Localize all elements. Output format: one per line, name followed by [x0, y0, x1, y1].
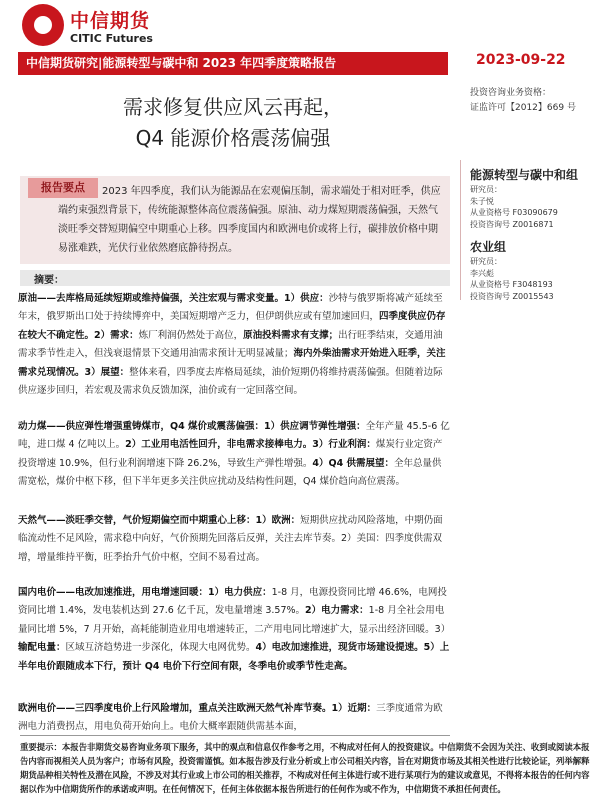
power-text-1: 1-8 月，电源投资同比增 46.6%，电网投资同比增 1.4%，发电装机达到 27.6 亿千瓦，发电量增速 3.57%。 — [18, 587, 447, 617]
power-text-3: 1-8 月全社会用电量同比增 5%，7 月开始，高耗能制造业用电增速转正，二产用电同比增速扩大，显示出经济回暖。3） — [18, 605, 451, 635]
license-line-2: 证监许可【2012】669 号 — [470, 103, 576, 113]
thermal-coal-paragraph — [18, 418, 450, 492]
summary-tag: 报告要点 — [28, 178, 98, 198]
analyst-name: 朱子悦 — [470, 196, 494, 206]
oil-text-3: 炼厂利润仍然处于高位， — [138, 329, 244, 341]
analyst-cert-1: 从业资格号 F3048193 — [470, 280, 553, 289]
power-heading: 国内电价——电改加速推进，用电增速回暖：1）电力供应： — [18, 587, 272, 598]
group-name-energy: 能源转型与碳中和组 — [470, 168, 579, 182]
power-text-5: 区域互济趋势进一步深化，体现大电网优势。 — [65, 642, 256, 654]
power-text-2: 2）电力需求： — [305, 605, 369, 617]
crude-oil-paragraph — [18, 290, 450, 400]
analyst-block-1 — [470, 184, 595, 230]
oil-text-6: 海内外柴油需求开始进入旺季，关注需求兑现情况。3）展望： — [18, 348, 446, 378]
coal-heading: 动力煤——供应弹性增强重铸煤市，Q4 煤价或震荡偏强：1）供应调节弹性增强： — [18, 421, 366, 432]
natural-gas-paragraph — [18, 512, 450, 567]
oil-text-1: 沙特与俄罗斯将减产延续至年末，俄罗斯出口处于持续博弈中，美国短期增产乏力，但伊朗供应或有望加速回归， — [18, 293, 443, 323]
gas-text-2: 四季度供需双增，增量维持平衡，旺季抬升气价中枢，空间不易看过高。 — [18, 533, 443, 563]
oil-text-7: 整体来看，四季度去库格局延续，油价短期仍将维持震荡偏强。但随着边际供应逐步回归，若宏观及需求负反馈加深，油价或有一定回落空间。 — [18, 366, 443, 397]
abstract-bar — [20, 270, 450, 286]
citic-futures-logo — [22, 4, 162, 48]
power-text-6: 4）电改加速推进，现货市场建设提速。5）上半年电价跟随成本下行，预计 Q4 电价下行空间有限，冬季电价或季节性走高。 — [18, 642, 450, 672]
sidebar-divider — [460, 160, 461, 300]
title-line-1: 需求修复供应风云再起， — [123, 95, 343, 119]
footer-rule — [20, 735, 450, 736]
title-line-2: Q4 能源价格震荡偏强 — [135, 126, 331, 150]
gas-text-1: 短期供应扰动风险落地，中期仍面临流动性不足风险，需求稳中向好，气价预期先回落后反弹，关注去库节奏。2）美国： — [18, 515, 443, 545]
coal-text-4: 4）Q4 供需展望： — [312, 457, 395, 469]
analyst-block-2 — [470, 256, 595, 302]
report-banner: 中信期货研究|能源转型与碳中和 2023 年四季度策略报告 — [18, 52, 448, 75]
coal-text-5: 全年总量供需宽松，煤价中枢下移，但下半年更多关注供应扰动及结构性问题，Q4 煤价趋向高位震荡。 — [18, 457, 442, 488]
citic-logo-icon — [22, 4, 64, 46]
power-text-4: 输配电量： — [18, 642, 66, 654]
domestic-power-paragraph — [18, 584, 450, 676]
gas-heading: 天然气——淡旺季交替，气价短期偏空而中期重心上移：1）欧洲： — [18, 515, 301, 526]
disclaimer: 重要提示：本报告非期货交易咨询业务项下服务，其中的观点和信息仅作参考之用，不构成对任何人的投资建议。中信期货不会因为关注、收到或阅读本报告内容而视相关人员为客户；市场有风险，投资需谨慎。如本报告涉及行业分析或上市公司相关内容，旨在对期货市场及其相关性进行比较论证，列举解释期货品种相关特性及潜在风险，不涉及对其行业或上市公司的相关推荐，不构成对任何主体进行或不进行某项行为的建议或意见，不得将本报告的任何内容据以作为中信期货所作的承诺或声明。在任何情况下，任何主体依据本报告所进行的任何作为或不作为，中信期货不承担任何责任。 — [20, 742, 590, 794]
abstract-label: 摘要： — [34, 275, 64, 286]
group-name-agri: 农业组 — [470, 240, 507, 254]
oil-text-5: 出行旺季结束，交通用油需求季节性走入，但浅衰退情景下交通用油需求预计无明显减量； — [18, 329, 443, 360]
eu-heading: 欧洲电价——三四季度电价上行风险增加，重点关注欧洲天然气补库节奏。1）近期： — [18, 703, 377, 714]
coal-text-3: 煤炭行业定资产投资增速 10.9%，但行业利润增速下降 26.2%，导致生产弹性增强。 — [18, 439, 443, 469]
logo-chinese-name: 中信期货 — [70, 10, 151, 32]
analyst-role: 研究员： — [470, 257, 502, 266]
analyst-name: 李兴彪 — [470, 268, 494, 278]
europe-power-paragraph — [18, 700, 450, 737]
license-info — [470, 86, 576, 116]
logo-english-name: CITIC Futures — [70, 32, 153, 45]
license-line-1: 投资咨询业务资格： — [470, 88, 552, 98]
oil-heading: 原油——去库格局延续短期或维持偏强，关注宏观与需求变量。1）供应： — [18, 293, 329, 304]
analyst-cert-1: 从业资格号 F03090679 — [470, 208, 558, 217]
analyst-role: 研究员： — [470, 185, 502, 194]
summary-text: 2023 年四季度，我们认为能源品在宏观偏压制，需求端处于相对旺季，供应端约束强烈背景下，传统能源整体高位震荡偏强。原油、动力煤短期震荡偏强，天然气淡旺季交替短期偏空中期重心上移。四季度国内和欧洲电价或将上行，碳排放价格中期易涨难跌，光伏行业依然磨底静待拐点。 — [58, 186, 441, 254]
analyst-cert-2: 投资咨询号 Z0016871 — [470, 219, 554, 229]
coal-text-1: 全年产量 45.5-6 亿吨，进口煤 4 亿吨以上。 — [18, 421, 450, 451]
coal-text-2: 2）工业用电活性回升，非电需求接棒电力。3）行业利润： — [125, 439, 376, 451]
oil-text-4: 原油投料需求有支撑； — [243, 329, 339, 341]
analyst-cert-2: 投资咨询号 Z0015543 — [470, 291, 554, 301]
report-date: 2023-09-22 — [476, 52, 566, 68]
report-title — [18, 92, 448, 154]
oil-text-2: 四季度供应仍存在较大不确定性。2）需求： — [18, 311, 446, 341]
eu-text-1: 三季度通常为欧洲电力消费拐点，用电负荷开始向上。电价大概率跟随供需基本面， — [18, 703, 443, 733]
